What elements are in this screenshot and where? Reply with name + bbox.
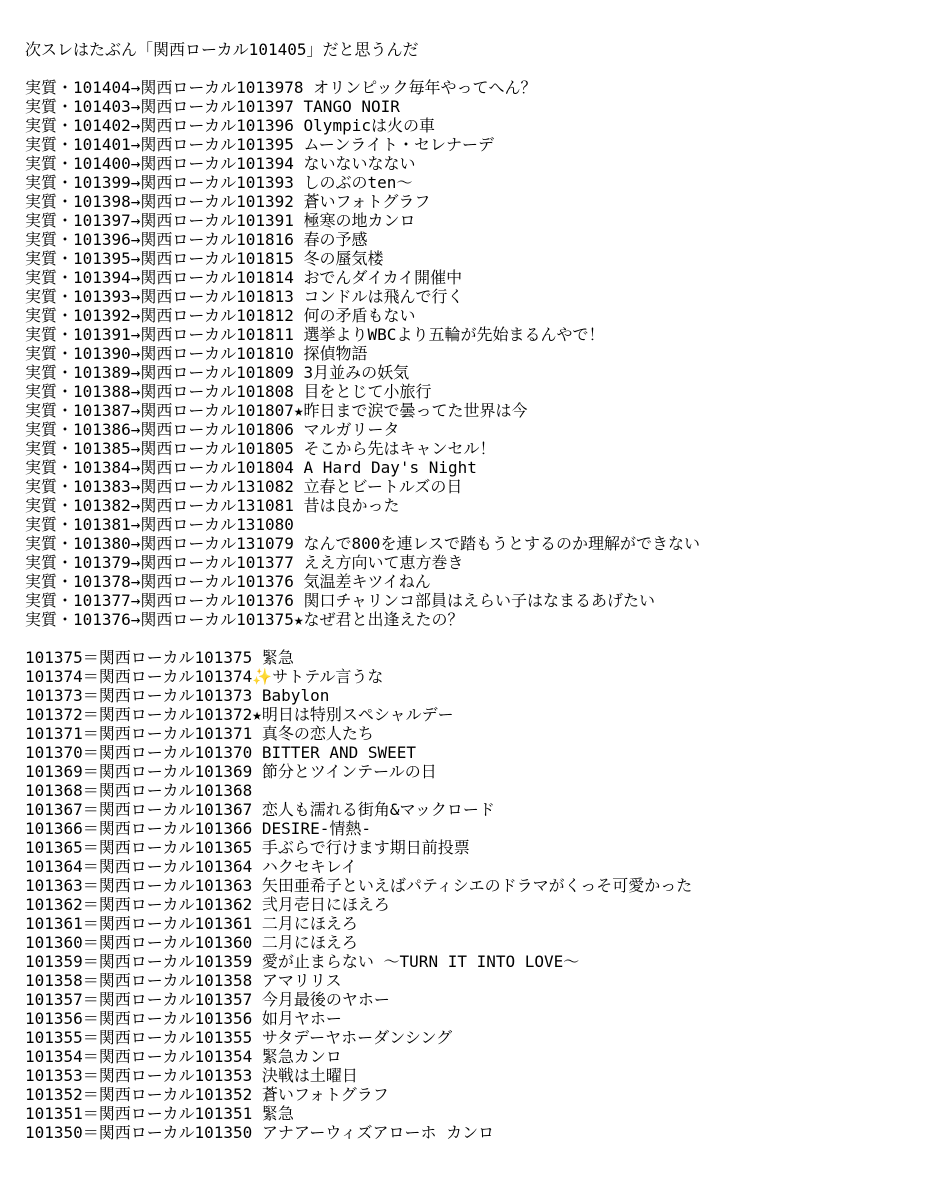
thread-line: 実質・101376→関西ローカル101375★なぜ君と出逢えたの？	[25, 610, 464, 629]
thread-line: 実質・101382→関西ローカル131081 昔は良かった	[25, 496, 400, 515]
thread-line: 101372＝関西ローカル101372★明日は特別スペシャルデー	[25, 705, 454, 724]
thread-line: 実質・101381→関西ローカル131080	[25, 515, 294, 534]
thread-line: 101356＝関西ローカル101356 如月ヤホー	[25, 1009, 342, 1028]
thread-line: 実質・101383→関西ローカル131082 立春とビートルズの日	[25, 477, 463, 496]
thread-line: 実質・101378→関西ローカル101376 気温差キツイねん	[25, 572, 431, 591]
thread-line: 101360＝関西ローカル101360 二月にほえろ	[25, 933, 358, 952]
thread-line: 実質・101393→関西ローカル101813 コンドルは飛んで行く	[25, 287, 464, 306]
thread-line: 実質・101388→関西ローカル101808 目をとじて小旅行	[25, 382, 432, 401]
thread-line: 101355＝関西ローカル101355 サタデーヤホーダンシング	[25, 1028, 453, 1047]
thread-line: 実質・101392→関西ローカル101812 何の矛盾もない	[25, 306, 416, 325]
thread-line: 101368＝関西ローカル101368	[25, 781, 253, 800]
thread-line: 実質・101380→関西ローカル131079 なんで800を連レスで踏もうとするのか理解ができない	[25, 534, 700, 553]
thread-line: 実質・101400→関西ローカル101394 ないないなない	[25, 154, 416, 173]
thread-line: 101354＝関西ローカル101354 緊急カンロ	[25, 1047, 342, 1066]
thread-line: 実質・101397→関西ローカル101391 極寒の地カンロ	[25, 211, 416, 230]
thread-line: 実質・101391→関西ローカル101811 選挙よりWBCより五輪が先始まるんやで！	[25, 325, 605, 344]
thread-line: 101358＝関西ローカル101358 アマリリス	[25, 971, 342, 990]
thread-line: 101367＝関西ローカル101367 恋人も濡れる街角&マックロード	[25, 800, 495, 819]
thread-line: 101352＝関西ローカル101352 蒼いフォトグラフ	[25, 1085, 389, 1104]
thread-line: 101370＝関西ローカル101370 BITTER AND SWEET	[25, 743, 417, 762]
thread-line: 実質・101377→関西ローカル101376 関口チャリンコ部員はえらい子はなまるあげたい	[25, 591, 656, 610]
thread-line: 実質・101403→関西ローカル101397 TANGO NOIR	[25, 97, 400, 116]
thread-line: 実質・101390→関西ローカル101810 探偵物語	[25, 344, 368, 363]
thread-line: 実質・101396→関西ローカル101816 春の予感	[25, 230, 368, 249]
thread-line: 101351＝関西ローカル101351 緊急	[25, 1104, 294, 1123]
thread-line: 101365＝関西ローカル101365 手ぶらで行けます期日前投票	[25, 838, 470, 857]
thread-line: 実質・101402→関西ローカル101396 Olympicは火の車	[25, 116, 435, 135]
renumber-list	[25, 648, 924, 1142]
thread-line: 101363＝関西ローカル101363 矢田亜希子といえばパティシエのドラマがくっそ可愛かった	[25, 876, 693, 895]
thread-line: 101371＝関西ローカル101371 真冬の恋人たち	[25, 724, 374, 743]
thread-line: 実質・101384→関西ローカル101804 A Hard Day's Night	[25, 458, 477, 477]
thread-line: 101364＝関西ローカル101364 ハクセキレイ	[25, 857, 357, 876]
thread-line: 101375＝関西ローカル101375 緊急	[25, 648, 294, 667]
thread-line: 実質・101395→関西ローカル101815 冬の蜃気楼	[25, 249, 384, 268]
blank-line	[25, 629, 924, 648]
remap-list	[25, 78, 924, 629]
thread-line: 101361＝関西ローカル101361 二月にほえろ	[25, 914, 358, 933]
thread-line: 実質・101401→関西ローカル101395 ムーンライト・セレナーデ	[25, 135, 494, 154]
blank-line	[25, 59, 924, 78]
thread-line: 101374＝関西ローカル101374✨サトテル言うな	[25, 667, 384, 686]
thread-line: 実質・101399→関西ローカル101393 しのぶのten〜	[25, 173, 413, 192]
thread-line: 実質・101387→関西ローカル101807★昨日まで涙で曇ってた世界は今	[25, 401, 528, 420]
thread-line: 101373＝関西ローカル101373 Babylon	[25, 686, 330, 705]
thread-line: 101362＝関西ローカル101362 弐月壱日にほえろ	[25, 895, 390, 914]
next-thread-note: 次スレはたぶん「関西ローカル101405」だと思うんだ	[25, 40, 419, 59]
thread-line: 実質・101379→関西ローカル101377 ええ方向いて恵方巻き	[25, 553, 464, 572]
thread-line: 実質・101389→関西ローカル101809 3月並みの妖気	[25, 363, 410, 382]
thread-line: 実質・101386→関西ローカル101806 マルガリータ	[25, 420, 400, 439]
thread-line: 実質・101398→関西ローカル101392 蒼いフォトグラフ	[25, 192, 431, 211]
thread-line: 101350＝関西ローカル101350 アナアーウィズアローホ カンロ	[25, 1123, 495, 1142]
thread-line: 実質・101394→関西ローカル101814 おでんダイカイ開催中	[25, 268, 463, 287]
thread-line: 101366＝関西ローカル101366 DESIRE-情熱-	[25, 819, 371, 838]
thread-line: 101357＝関西ローカル101357 今月最後のヤホー	[25, 990, 390, 1009]
thread-line: 101369＝関西ローカル101369 節分とツインテールの日	[25, 762, 437, 781]
thread-line: 実質・101385→関西ローカル101805 そこから先はキャンセル！	[25, 439, 496, 458]
thread-line: 実質・101404→関西ローカル1013978 オリンピック毎年やってへん？	[25, 78, 537, 97]
thread-line: 101359＝関西ローカル101359 愛が止まらない 〜TURN IT INTO LOVE〜	[25, 952, 580, 971]
thread-line: 101353＝関西ローカル101353 決戦は土曜日	[25, 1066, 358, 1085]
